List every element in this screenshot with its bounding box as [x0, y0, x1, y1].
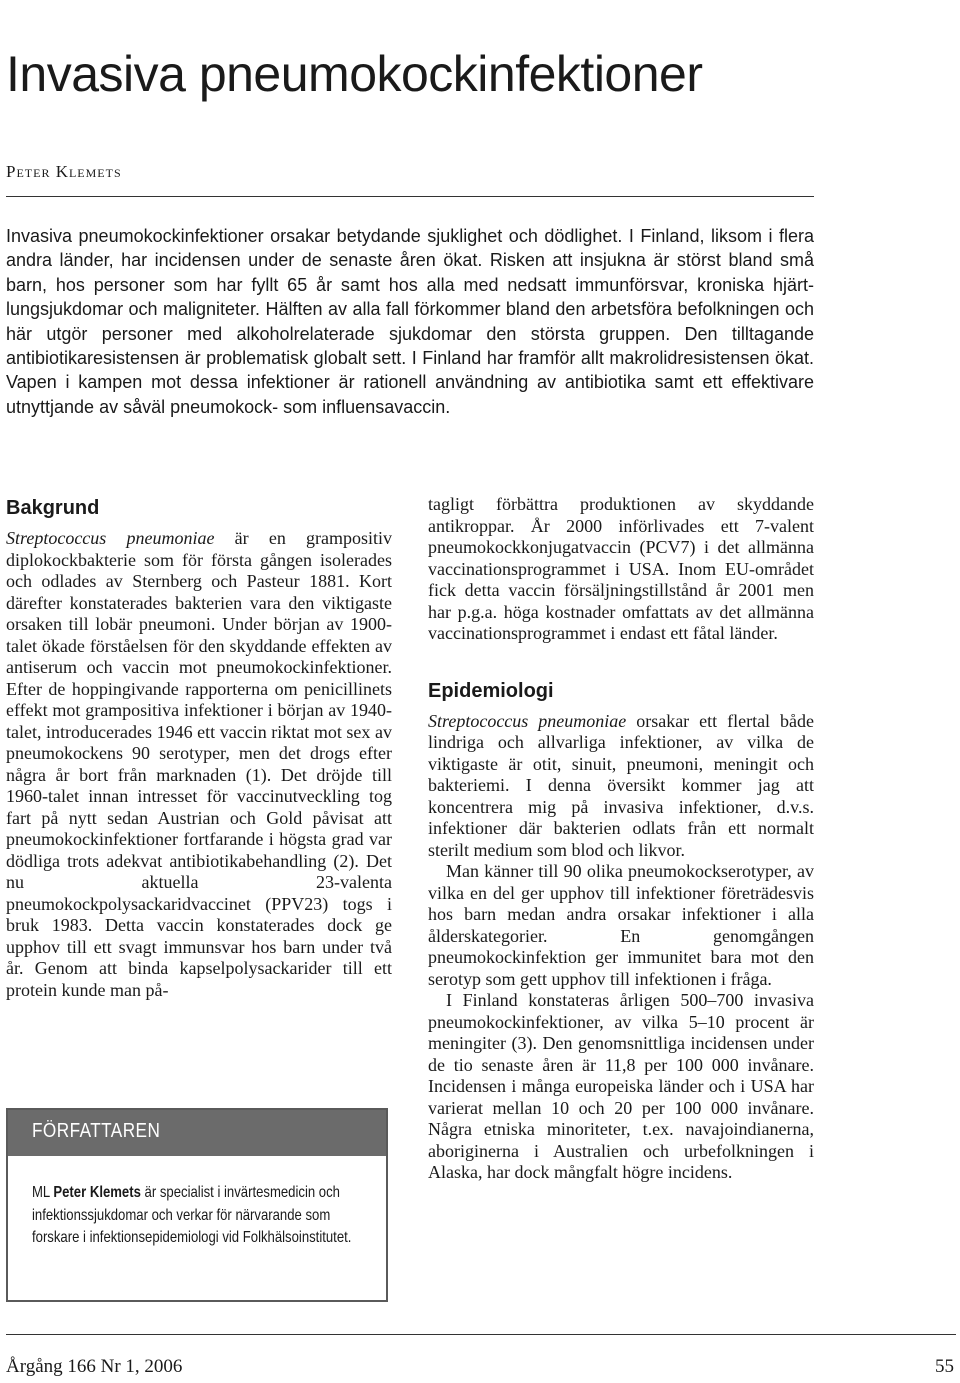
- species-name: Streptococcus pneumoniae: [6, 528, 215, 548]
- section-heading-background: Bakgrund: [6, 497, 100, 519]
- footer-issue: Årgång 166 Nr 1, 2006: [6, 1356, 183, 1377]
- column-right: [428, 494, 814, 1184]
- author-box-description: är specialist i invärtesmedicin och infektionssjukdomar och verkar för närvarande som forskare i infektionsepidemiologi vid Folkhälsoinstitutet.: [32, 1184, 352, 1246]
- epidemiology-paragraph-2: Man känner till 90 olika pneumokockserotyper, av vilka en del ger upphov till infektioner företrädesvis hos barn medan andra orsakar infektioner i alla ålderskategorier. En genomgången pneumokockinfektion ger immunitet bara mot den serotyp som gett upphov till infektionen i fråga.: [428, 861, 814, 989]
- epidemiology-paragraph-1: [428, 711, 814, 862]
- author-info-box: [6, 1108, 388, 1302]
- author-name: Peter Klemets: [6, 162, 122, 181]
- section-heading-epidemiology: Epidemiologi: [428, 679, 554, 702]
- column-left: [6, 494, 392, 1001]
- author-box-header: [8, 1110, 386, 1156]
- footer-divider: [6, 1334, 956, 1335]
- background-paragraph: [6, 528, 392, 1001]
- author-box-prefix: ML: [32, 1184, 54, 1201]
- abstract: Invasiva pneumokockinfektioner orsakar betydande sjuklighet och dödlighet. I Finland, liksom i flera andra länder, har incidensen under de senaste åren ökat. Risken att insjukna är störst bland små barn, hos personer som har fyllt 65 år samt hos alla med nedsatt immunförsvar, kroniska hjärt-lungsjukdomar och maligniteter. Hälften av alla fall förkommer bland den arbetsföra befolkningen och här utgör personer med alkoholrelaterade sjukdomar den största gruppen. Den tilltagande antibiotikaresistensen är problematisk globalt sett. I Finland har framför allt makrolidresistensen ökat. Vapen i kampen mot dessa infektioner är rationell användning av antibiotika samt ett effektivare utnyttjande av såväl pneumokock- som influensavaccin.: [6, 226, 814, 417]
- author-box-text: [32, 1182, 365, 1250]
- background-continuation: tagligt förbättra produktionen av skyddande antikroppar. År 2000 införlivades ett 7-valent pneumokockkonjugatvaccin (PCV7) i det allmänna vaccinationsprogrammet i USA. Inom EU-området fick detta vaccin försäljningstillstånd år 2001 men har p.g.a. höga kostnader omfattats av det allmänna vaccinationsprogrammet i endast ett fåtal länder.: [428, 494, 814, 643]
- epidemiology-text-1: orsakar ett flertal både lindriga och allvarliga infektioner, av vilka de viktigaste är otit, sinuit, pneumoni, meningit och bakteriemi. I denna översikt kommer jag att koncentrera mig på invasiva infektioner, d.v.s. infektioner där bakterien odlats från ett normalt sterilt medium som blod och likvor.: [428, 710, 814, 860]
- species-name: Streptococcus pneumoniae: [428, 710, 627, 731]
- epidemiology-paragraph-3: I Finland konstateras årligen 500–700 invasiva pneumokockinfektioner, av vilka 5–10 procent är meningiter (3). Den genomsnittliga incidensen under de tio senaste åren är 11,8 per 100 000 invånare. Incidensen i många europeiska länder och i USA har varierat mellan 10 och 20 per 100 000 invånare. Några etniska minoriteter, t.ex. navajoindianerna, aboriginerna i Australien och urbefolkningen i Alaska, har dock mångfalt högre incidens.: [428, 990, 814, 1182]
- author-box-name: Peter Klemets: [53, 1184, 141, 1201]
- author-box-title: FÖRFATTAREN: [32, 1120, 161, 1142]
- page-title: Invasiva pneumokockinfektioner: [6, 46, 703, 102]
- footer-page-number: 55: [935, 1356, 954, 1377]
- author-divider: [6, 196, 814, 197]
- background-text: är en grampositiv diplokockbakterie som för första gången isolerades och odlades av Sternberg och Pasteur 1881. Kort därefter konstaterades bakterien vara den viktigaste orsaken till lobär pneumoni. Under början av 1900-talet ökade förståelsen för den skyddande effekten av antiserum och vaccin mot pneumokockinfektioner. Efter de hoppingivande rapporterna om penicillinets effekt mot grampositiva infektioner i början av 1940-talet, introducerades 1946 ett vaccin riktat mot sex av pneumokockens 90 serotyper, men det drogs efter några år bort från marknaden (1). Det dröjde till 1960-talet innan intresset för vaccinutveckling tog fart på nytt sedan Austrian och Gold påvisat att pneumokockinfektioner fortfarande i högsta grad var dödliga trots adekvat antibiotikabehandling (2). Det nu aktuella 23-valenta pneumokockpolysackaridvaccinet (PPV23) togs i bruk 1983. Detta vaccin konstaterades dock ge upphov till ett svagt immunsvar hos barn under två år. Genom att binda kapselpolysackarider till ett protein kunde man på-: [6, 528, 392, 1000]
